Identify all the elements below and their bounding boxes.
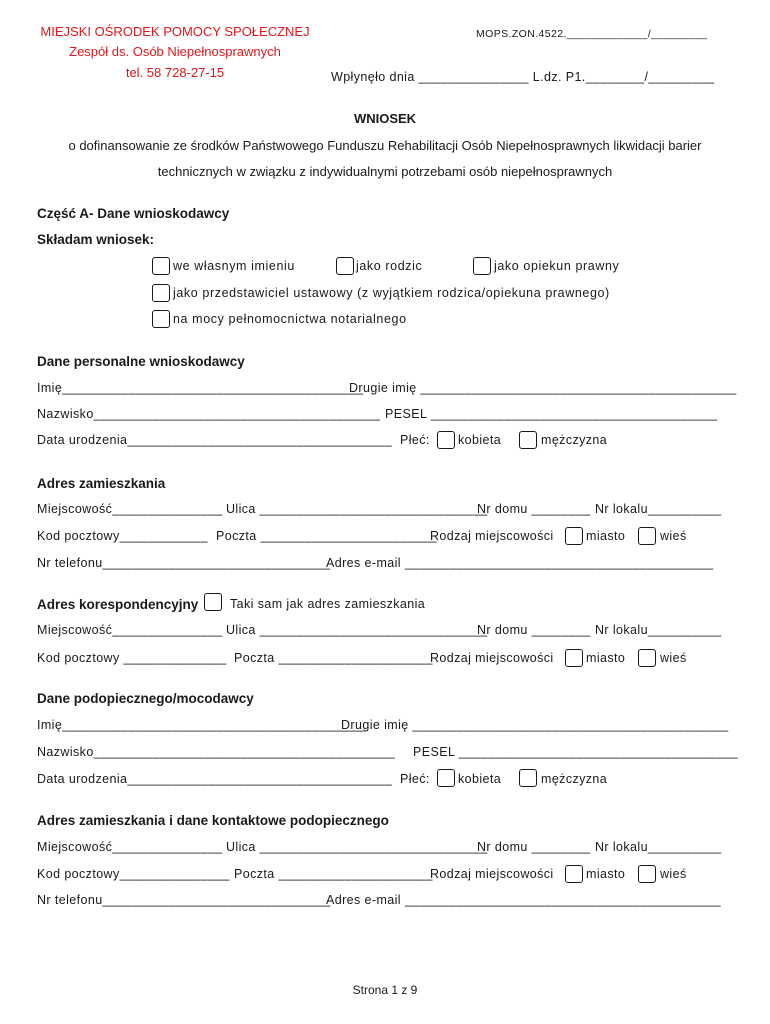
ward-female-label: kobieta: [458, 772, 502, 786]
corr-post-office-field[interactable]: Poczta _____________________: [234, 651, 433, 665]
own-name-label: we własnym imieniu: [173, 259, 295, 273]
reference-number: MOPS.ZON.4522._____________/_________: [476, 28, 708, 40]
guardian-label: jako opiekun prawny: [494, 259, 620, 273]
notarial-checkbox[interactable]: [152, 310, 170, 328]
corr-flat-number-field[interactable]: Nr lokalu__________: [595, 623, 722, 637]
ward-post-office-field[interactable]: Poczta _____________________: [234, 867, 433, 881]
form-title: WNIOSEK: [353, 111, 417, 126]
parent-checkbox[interactable]: [336, 257, 354, 275]
own-name-checkbox[interactable]: [152, 257, 170, 275]
corr-city-label: miasto: [586, 651, 626, 665]
org-name: MIEJSKI OŚRODEK POMOCY SPOŁECZNEJ: [40, 24, 310, 39]
ward-house-number-field[interactable]: Nr domu ________: [477, 840, 591, 854]
same-address-label: Taki sam jak adres zamieszkania: [230, 597, 426, 611]
page-number: Strona 1 z 9: [352, 983, 418, 997]
ward-address-heading: Adres zamieszkania i dane kontaktowe podopiecznego: [37, 813, 389, 828]
ward-city-checkbox[interactable]: [565, 865, 583, 883]
ward-locality-field[interactable]: Miejscowość_______________: [37, 840, 223, 854]
ward-second-name-field[interactable]: Drugie imię ___________________________________________: [341, 718, 729, 732]
post-office-field[interactable]: Poczta ________________________: [216, 529, 437, 543]
legal-rep-checkbox[interactable]: [152, 284, 170, 302]
sex-label: Płeć:: [400, 433, 430, 447]
corr-village-checkbox[interactable]: [638, 649, 656, 667]
corr-locality-type-label: Rodzaj miejscowości: [430, 651, 554, 665]
email-field[interactable]: Adres e-mail __________________________________________: [326, 556, 714, 570]
ward-sex-label: Płeć:: [400, 772, 430, 786]
received-stamp: Wpłynęło dnia _______________ L.dz. P1.________/_________: [331, 70, 715, 84]
form-subtitle-line1: o dofinansowanie ze środków Państwowego Funduszu Rehabilitacji Osób Niepełnosprawnych likwidacji barier: [68, 138, 702, 153]
ward-street-field[interactable]: Ulica _______________________________: [226, 840, 488, 854]
corr-village-label: wieś: [660, 651, 687, 665]
part-a-heading: Część A- Dane wnioskodawcy: [37, 206, 230, 221]
pesel-field[interactable]: PESEL _______________________________________: [385, 407, 718, 421]
village-label: wieś: [660, 529, 687, 543]
form-subtitle-line2: technicznych w związku z indywidualnymi potrzebami osób niepełnosprawnych: [157, 164, 613, 179]
ward-email-field[interactable]: Adres e-mail ___________________________________________: [326, 893, 721, 907]
corr-locality-field[interactable]: Miejscowość_______________: [37, 623, 223, 637]
ward-village-label: wieś: [660, 867, 687, 881]
house-number-field[interactable]: Nr domu ________: [477, 502, 591, 516]
village-checkbox[interactable]: [638, 527, 656, 545]
personal-heading: Dane personalne wnioskodawcy: [37, 354, 245, 369]
postal-code-field[interactable]: Kod pocztowy____________: [37, 529, 208, 543]
ward-flat-number-field[interactable]: Nr lokalu__________: [595, 840, 722, 854]
male-checkbox[interactable]: [519, 431, 537, 449]
address-heading: Adres zamieszkania: [37, 476, 166, 491]
female-label: kobieta: [458, 433, 502, 447]
street-field[interactable]: Ulica _______________________________: [226, 502, 488, 516]
surname-field[interactable]: Nazwisko_______________________________________: [37, 407, 381, 421]
locality-type-label: Rodzaj miejscowości: [430, 529, 554, 543]
correspondence-heading: Adres korespondencyjny: [37, 597, 199, 612]
ward-postal-code-field[interactable]: Kod pocztowy_______________: [37, 867, 230, 881]
second-name-field[interactable]: Drugie imię ___________________________________________: [349, 381, 737, 395]
locality-field[interactable]: Miejscowość_______________: [37, 502, 223, 516]
corr-street-field[interactable]: Ulica _______________________________: [226, 623, 488, 637]
ward-birth-date-field[interactable]: Data urodzenia____________________________________: [37, 772, 393, 786]
notarial-label: na mocy pełnomocnictwa notarialnego: [173, 312, 407, 326]
ward-heading: Dane podopiecznego/mocodawcy: [37, 691, 254, 706]
corr-house-number-field[interactable]: Nr domu ________: [477, 623, 591, 637]
org-department: Zespół ds. Osób Niepełnosprawnych: [69, 44, 281, 59]
corr-postal-code-field[interactable]: Kod pocztowy ______________: [37, 651, 227, 665]
ward-surname-field[interactable]: Nazwisko_________________________________________: [37, 745, 396, 759]
legal-rep-label: jako przedstawiciel ustawowy (z wyjątkiem rodzica/opiekuna prawnego): [173, 286, 610, 300]
ward-city-label: miasto: [586, 867, 626, 881]
city-checkbox[interactable]: [565, 527, 583, 545]
ward-pesel-field[interactable]: PESEL ______________________________________: [413, 745, 739, 759]
first-name-field[interactable]: Imię_________________________________________: [37, 381, 364, 395]
city-label: miasto: [586, 529, 626, 543]
guardian-checkbox[interactable]: [473, 257, 491, 275]
ward-female-checkbox[interactable]: [437, 769, 455, 787]
ward-male-label: mężczyzna: [541, 772, 608, 786]
flat-number-field[interactable]: Nr lokalu__________: [595, 502, 722, 516]
birth-date-field[interactable]: Data urodzenia____________________________________: [37, 433, 393, 447]
submit-label: Składam wniosek:: [37, 232, 155, 247]
parent-label: jako rodzic: [356, 259, 423, 273]
ward-phone-field[interactable]: Nr telefonu_______________________________: [37, 893, 331, 907]
phone-field[interactable]: Nr telefonu_______________________________: [37, 556, 331, 570]
female-checkbox[interactable]: [437, 431, 455, 449]
male-label: mężczyzna: [541, 433, 608, 447]
corr-city-checkbox[interactable]: [565, 649, 583, 667]
same-address-checkbox[interactable]: [204, 593, 222, 611]
ward-village-checkbox[interactable]: [638, 865, 656, 883]
ward-locality-type-label: Rodzaj miejscowości: [430, 867, 554, 881]
ward-first-name-field[interactable]: Imię_________________________________________: [37, 718, 364, 732]
org-phone: tel. 58 728-27-15: [125, 65, 225, 80]
ward-male-checkbox[interactable]: [519, 769, 537, 787]
